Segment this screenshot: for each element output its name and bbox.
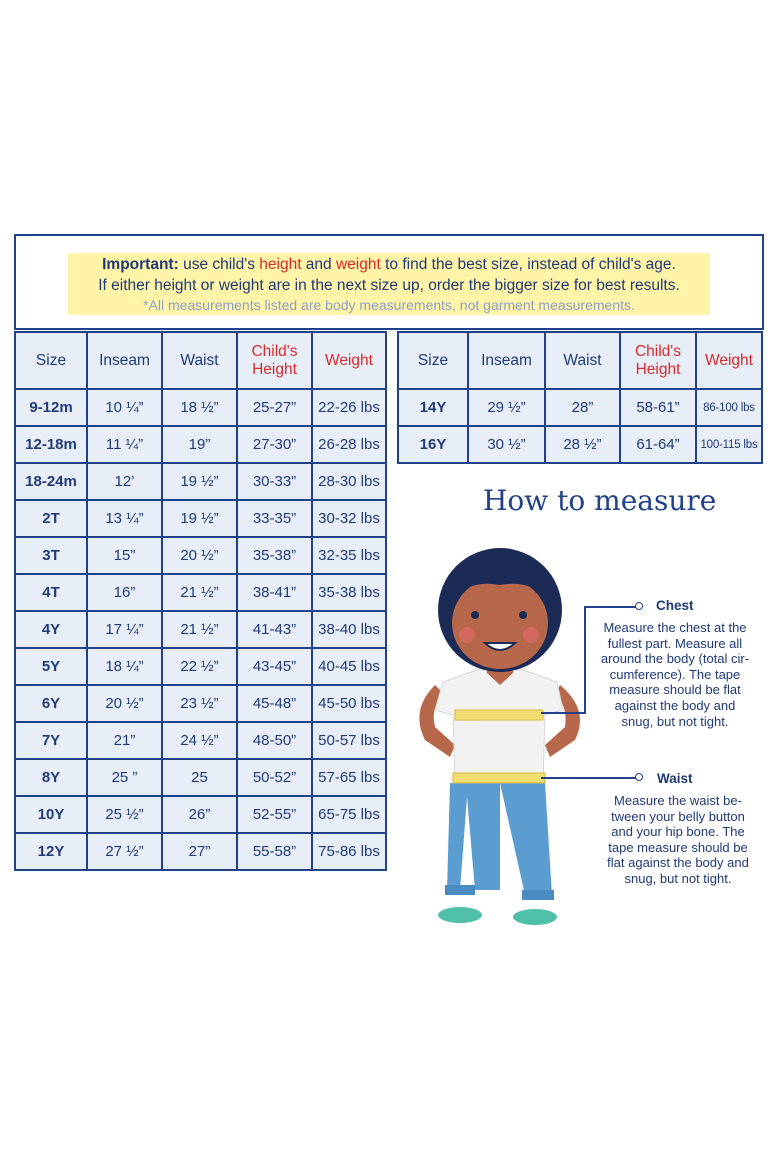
cell-height: 25-27” (237, 389, 312, 426)
header-height: Child's Height (237, 332, 312, 389)
cell-inseam: 29 ½” (468, 389, 545, 426)
cell-waist: 21 ½” (162, 611, 237, 648)
height-word: height (259, 256, 302, 273)
cell-waist: 19” (162, 426, 237, 463)
cell-height: 61-64” (620, 426, 696, 463)
cell-inseam: 10 ¼” (87, 389, 162, 426)
cell-weight: 40-45 lbs (312, 648, 386, 685)
cell-weight: 65-75 lbs (312, 796, 386, 833)
instruction-line: Measure the waist be- (614, 793, 742, 808)
cell-height: 30-33” (237, 463, 312, 500)
table-row (15, 611, 386, 648)
chest-guide-line (584, 606, 586, 713)
cell-size: 14Y (398, 389, 468, 426)
instruction-line: flat against the body and (607, 855, 749, 871)
cell-height: 35-38” (237, 537, 312, 574)
header-waist: Waist (545, 332, 620, 389)
cell-height: 45-48” (237, 685, 312, 722)
table-row (15, 500, 386, 537)
cell-size: 6Y (15, 685, 87, 722)
cell-size: 12Y (15, 833, 87, 870)
cell-height: 48-50” (237, 722, 312, 759)
cell-weight: 28-30 lbs (312, 463, 386, 500)
header-weight: Weight (312, 332, 386, 389)
cell-weight: 86-100 lbs (696, 389, 762, 426)
table-row (15, 463, 386, 500)
instruction-line: and your hip bone. The (611, 824, 745, 840)
cell-weight: 100-115 lbs (696, 426, 762, 463)
cell-waist: 19 ½” (162, 463, 237, 500)
waist-label: Waist (657, 771, 693, 786)
cell-size: 16Y (398, 426, 468, 463)
size-chart-right (397, 331, 763, 464)
cell-size: 18-24m (15, 463, 87, 500)
cell-weight: 30-32 lbs (312, 500, 386, 537)
cell-inseam: 11 ¼” (87, 426, 162, 463)
size-chart-left (14, 331, 387, 871)
important-label: Important: (102, 256, 179, 273)
header-inseam: Inseam (468, 332, 545, 389)
notice-footnote: *All measurements listed are body measurements, not garment measurements. (143, 297, 635, 313)
cell-waist: 28 ½” (545, 426, 620, 463)
cell-height: 50-52” (237, 759, 312, 796)
instruction-line: against the body and (614, 697, 736, 713)
notice-line-2: If either height or weight are in the next size up, order the bigger size for best results. (98, 277, 680, 294)
waist-instructions (598, 793, 758, 887)
weight-word: weight (335, 256, 381, 273)
cell-height: 33-35” (237, 500, 312, 537)
cell-size: 10Y (15, 796, 87, 833)
header-inseam: Inseam (87, 332, 162, 389)
cell-weight: 75-86 lbs (312, 833, 386, 870)
cell-weight: 32-35 lbs (312, 537, 386, 574)
instruction-line: snug, but not tight. (624, 870, 732, 886)
table-row (15, 574, 386, 611)
cell-weight: 45-50 lbs (312, 685, 386, 722)
instruction-line: tween your belly button (611, 808, 745, 824)
cell-size: 4Y (15, 611, 87, 648)
table-row (15, 389, 386, 426)
header-row (398, 332, 762, 389)
cell-inseam: 18 ¼” (87, 648, 162, 685)
instruction-line: measure should be flat (609, 682, 741, 698)
table-row (15, 648, 386, 685)
cell-waist: 28” (545, 389, 620, 426)
cell-size: 3T (15, 537, 87, 574)
header-weight: Weight (696, 332, 762, 389)
cell-waist: 27” (162, 833, 237, 870)
table-row (15, 833, 386, 870)
table-row (15, 426, 386, 463)
cell-height: 27-30” (237, 426, 312, 463)
instruction-line: cumference). The tape (609, 666, 741, 682)
child-illustration (405, 535, 600, 930)
cell-size: 12-18m (15, 426, 87, 463)
cell-waist: 26” (162, 796, 237, 833)
instruction-line: Measure the chest at the (603, 620, 747, 635)
cell-waist: 23 ½” (162, 685, 237, 722)
waist-guide-line (541, 777, 637, 779)
cell-height: 41-43” (237, 611, 312, 648)
cell-size: 4T (15, 574, 87, 611)
table-row (398, 389, 762, 426)
header-waist: Waist (162, 332, 237, 389)
header-size: Size (15, 332, 87, 389)
cell-height: 38-41” (237, 574, 312, 611)
cell-inseam: 12’ (87, 463, 162, 500)
cell-size: 9-12m (15, 389, 87, 426)
cell-inseam: 16” (87, 574, 162, 611)
cell-waist: 24 ½” (162, 722, 237, 759)
notice-text: and (301, 256, 336, 273)
cell-size: 8Y (15, 759, 87, 796)
instruction-line: tape measure should be (608, 839, 748, 855)
cell-size: 2T (15, 500, 87, 537)
important-notice (68, 253, 710, 315)
cell-weight: 26-28 lbs (312, 426, 386, 463)
cell-height: 58-61” (620, 389, 696, 426)
cell-waist: 18 ½” (162, 389, 237, 426)
cell-inseam: 13 ¼” (87, 500, 162, 537)
table-row (398, 426, 762, 463)
cell-waist: 22 ½” (162, 648, 237, 685)
cell-size: 5Y (15, 648, 87, 685)
cell-height: 43-45” (237, 648, 312, 685)
cell-waist: 21 ½” (162, 574, 237, 611)
table-row (15, 796, 386, 833)
cell-height: 55-58” (237, 833, 312, 870)
cell-inseam: 15” (87, 537, 162, 574)
header-row (15, 332, 386, 389)
table-row (15, 537, 386, 574)
cell-inseam: 21” (87, 722, 162, 759)
header-height: Child's Height (620, 332, 696, 389)
cell-waist: 19 ½” (162, 500, 237, 537)
cell-waist: 20 ½” (162, 537, 237, 574)
chest-label: Chest (656, 598, 694, 613)
cell-weight: 35-38 lbs (312, 574, 386, 611)
chest-marker (635, 602, 643, 610)
instruction-line: snug, but not tight. (621, 713, 729, 729)
instruction-line: around the body (total cir- (600, 651, 750, 667)
table-row (15, 759, 386, 796)
chest-guide-line (585, 606, 637, 608)
cell-inseam: 20 ½” (87, 685, 162, 722)
cell-waist: 25 (162, 759, 237, 796)
table-row (15, 685, 386, 722)
cell-inseam: 27 ½” (87, 833, 162, 870)
chest-guide-line (541, 712, 586, 714)
instruction-line: fullest part. Measure all (607, 635, 743, 651)
waist-marker (635, 773, 643, 781)
cell-weight: 57-65 lbs (312, 759, 386, 796)
cell-height: 52-55” (237, 796, 312, 833)
header-size: Size (398, 332, 468, 389)
cell-inseam: 25 ” (87, 759, 162, 796)
cell-weight: 38-40 lbs (312, 611, 386, 648)
how-to-measure-title: How to measure (483, 484, 717, 517)
notice-text: to find the best size, instead of child's age. (380, 256, 676, 273)
table-row (15, 722, 386, 759)
cell-inseam: 17 ¼” (87, 611, 162, 648)
cell-inseam: 25 ½” (87, 796, 162, 833)
cell-weight: 50-57 lbs (312, 722, 386, 759)
chest-instructions (596, 620, 754, 729)
notice-text: use child's (178, 256, 260, 273)
cell-inseam: 30 ½” (468, 426, 545, 463)
cell-weight: 22-26 lbs (312, 389, 386, 426)
cell-size: 7Y (15, 722, 87, 759)
